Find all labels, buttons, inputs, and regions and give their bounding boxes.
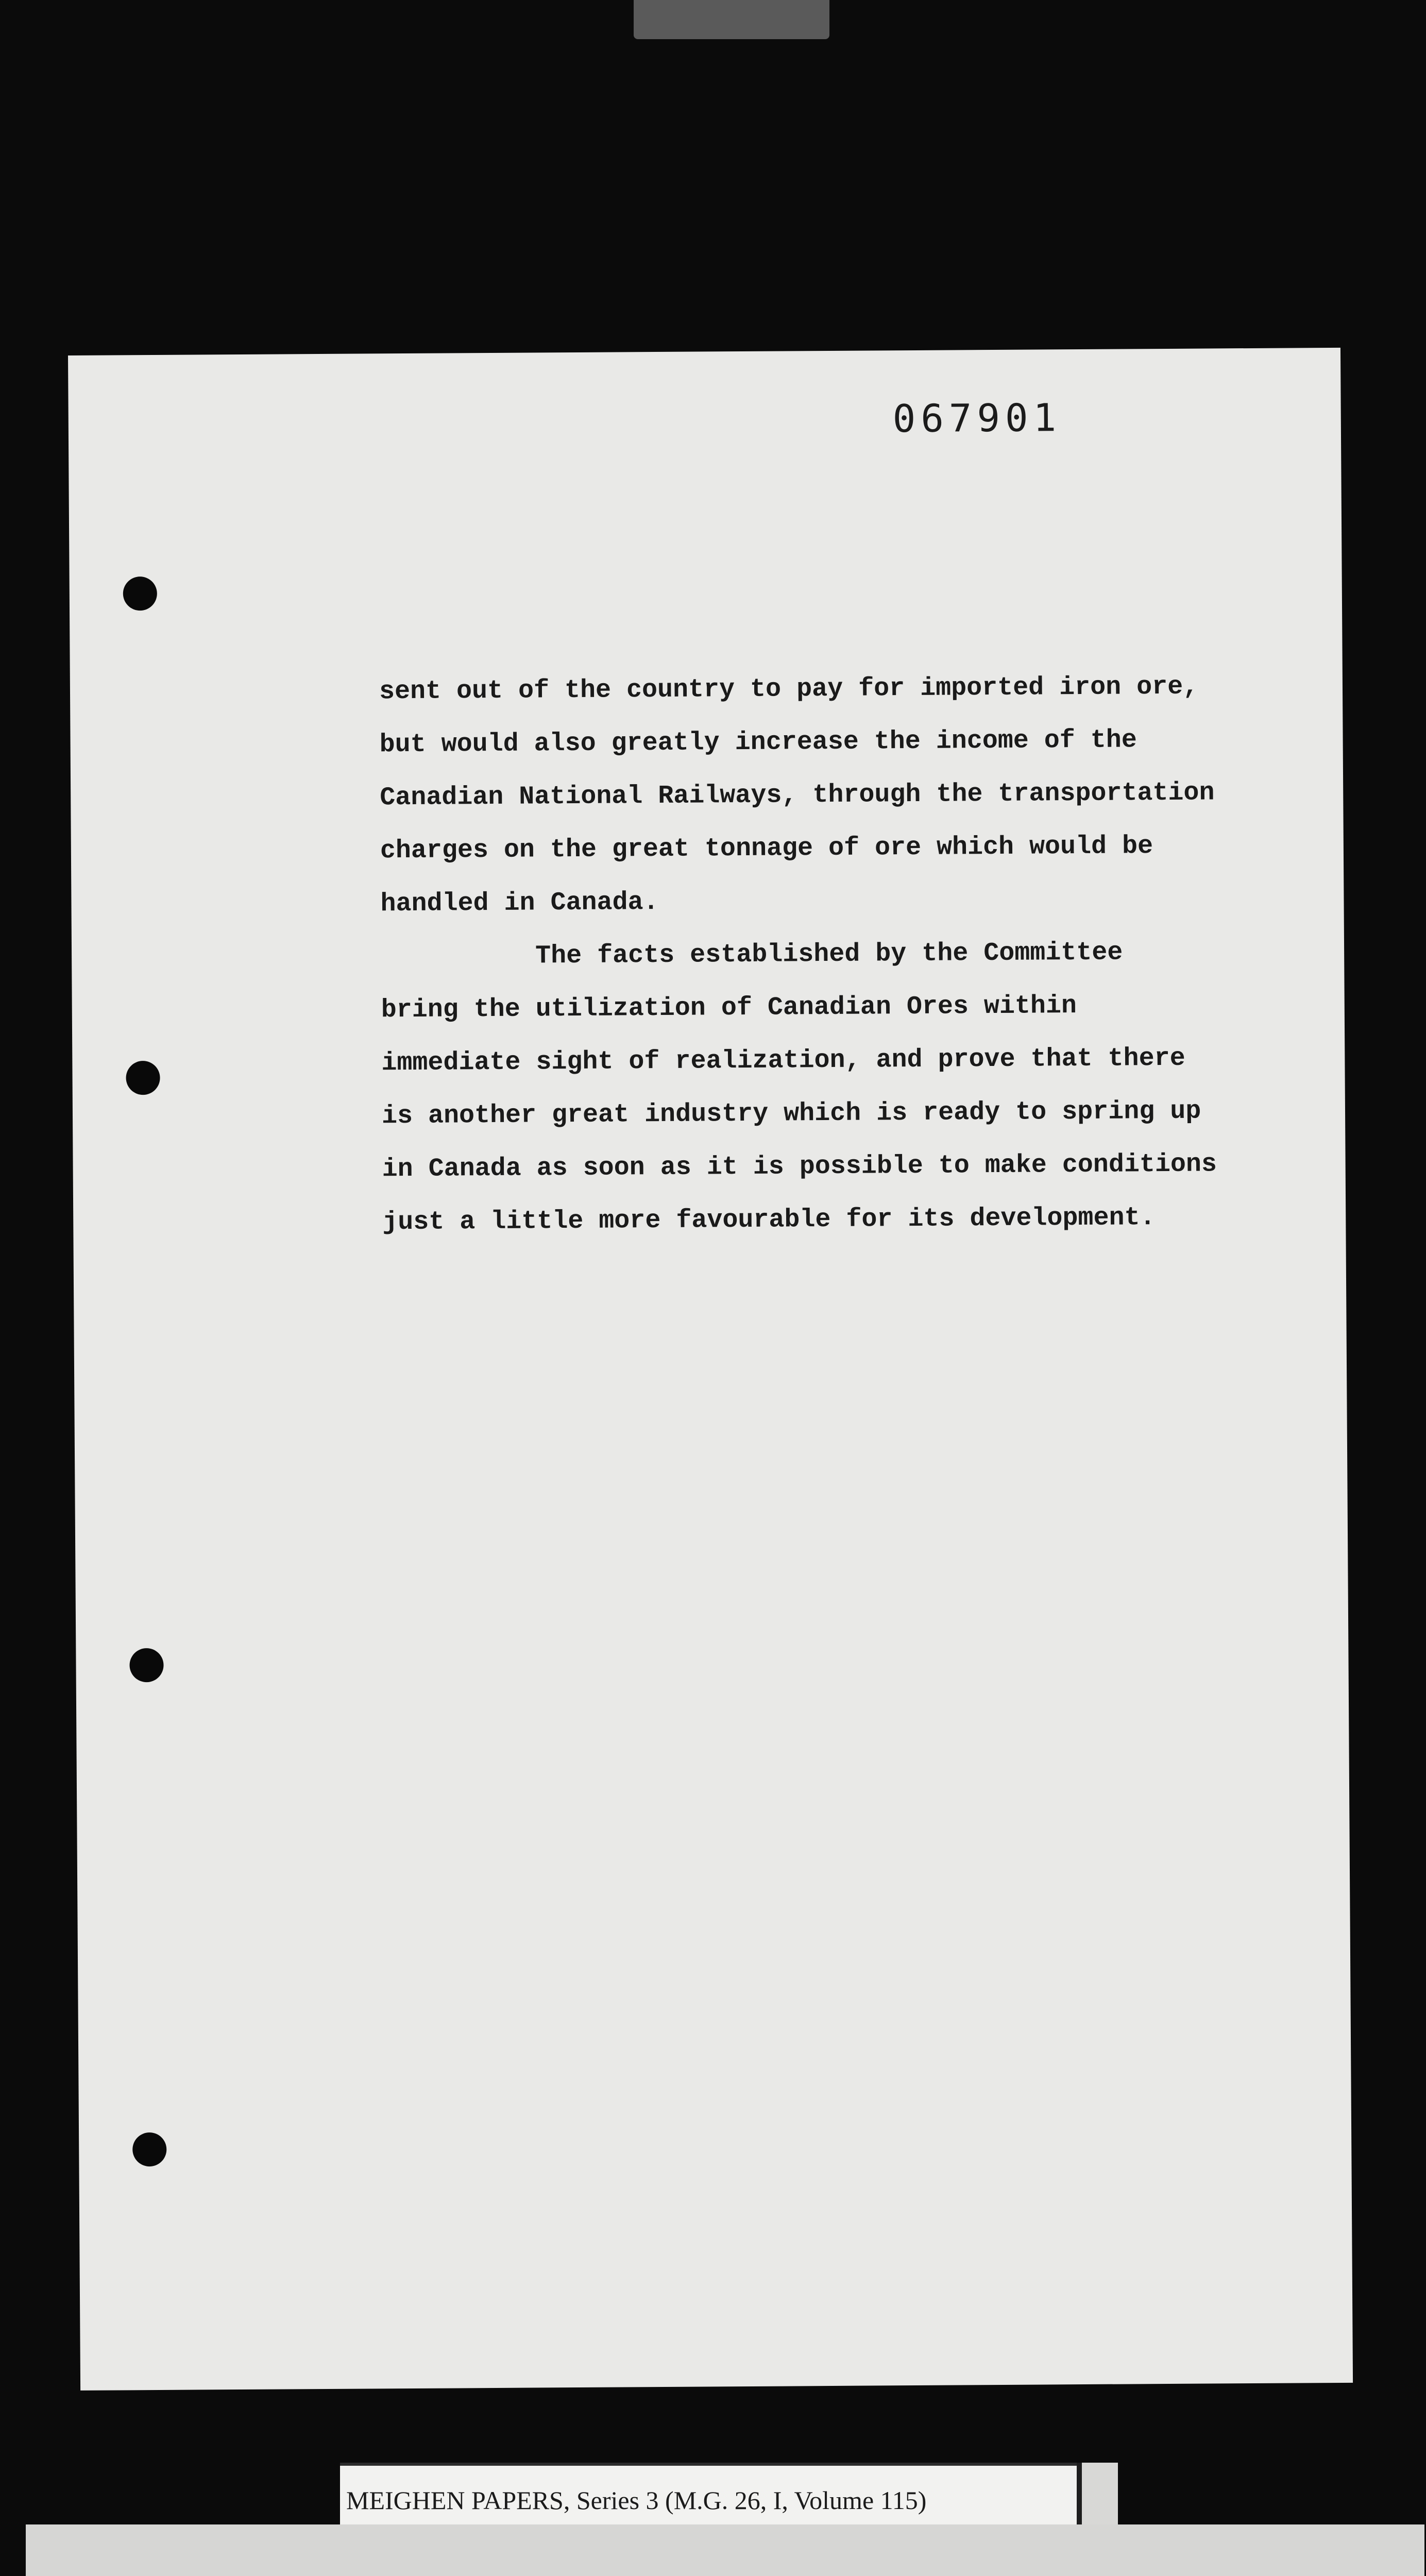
punch-hole-4 <box>132 2132 166 2166</box>
film-top-tab <box>634 0 829 39</box>
archives-card <box>26 2524 1424 2576</box>
punch-hole-1 <box>123 577 157 611</box>
text-line: bring the utilization of Canadian Ores within <box>381 991 1077 1025</box>
series-label-text: MEIGHEN PAPERS, Series 3 (M.G. 26, I, Volume 115) <box>346 2486 927 2515</box>
text-line: Canadian National Railways, through the transportation <box>380 778 1215 813</box>
text-line: The facts established by the Committee <box>380 938 1123 972</box>
text-line: just a little more favourable for its development. <box>382 1203 1156 1238</box>
text-line: charges on the great tonnage of ore which would be <box>380 832 1153 866</box>
text-line: in Canada as soon as it is possible to make conditions <box>382 1149 1217 1184</box>
text-line: handled in Canada. <box>380 888 659 919</box>
text-line: is another great industry which is ready to spring up <box>381 1096 1201 1131</box>
text-line: immediate sight of realization, and prove that there <box>381 1043 1185 1078</box>
punch-hole-3 <box>129 1648 163 1682</box>
typed-page <box>68 348 1353 2391</box>
letter-body <box>379 659 1320 1249</box>
document-number: 067901 <box>892 396 1062 442</box>
text-line: sent out of the country to pay for imported iron ore, <box>379 672 1199 707</box>
punch-hole-2 <box>126 1061 160 1095</box>
text-line: but would also greatly increase the income of the <box>379 725 1138 760</box>
